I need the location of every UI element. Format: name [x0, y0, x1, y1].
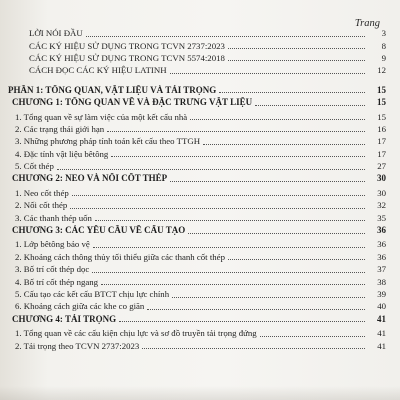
- dot-leader: [228, 48, 365, 49]
- page-curl-shadow: [0, 386, 400, 400]
- toc-entry-title: 2. Khoảng cách thông thủy tối thiểu giữa các thanh cốt thép: [15, 251, 225, 262]
- toc-entry-item[interactable]: [5, 123, 386, 135]
- toc-entry-item[interactable]: [5, 135, 386, 147]
- toc-entry-title: CHƯƠNG 1: TỔNG QUAN VỀ VÀ ĐẶC TRƯNG VẬT LIỆU: [12, 97, 253, 108]
- dot-leader: [190, 119, 365, 120]
- dot-leader: [93, 247, 365, 248]
- toc-entry-page: 30: [377, 187, 386, 198]
- spacer: [5, 77, 386, 84]
- dot-leader: [260, 336, 365, 337]
- toc-entry-title: PHẦN 1: TỔNG QUAN, VẬT LIỆU VÀ TẢI TRỌNG: [8, 84, 217, 95]
- dot-leader: [147, 309, 365, 310]
- dot-leader: [188, 233, 365, 234]
- toc-entry-page: 41: [377, 340, 386, 351]
- toc-entry-chapter-2[interactable]: [5, 172, 386, 184]
- toc-entry-page: 17: [377, 136, 386, 147]
- toc-entry-title: 3. Các thanh thép uốn: [15, 212, 92, 223]
- toc-entry-title: 1. Lớp bêtông bảo vệ: [15, 239, 90, 250]
- toc-entry-item[interactable]: [5, 199, 386, 211]
- page-column-label: Trang: [354, 18, 380, 29]
- dot-leader: [92, 272, 365, 273]
- dot-leader: [72, 195, 365, 196]
- toc-entry-page: 15: [377, 97, 386, 108]
- toc-entry-page: 36: [377, 251, 386, 262]
- toc-entry-page: 16: [377, 123, 386, 134]
- toc-entry-page: 27: [377, 161, 386, 172]
- dot-leader: [170, 181, 365, 182]
- toc-entry-page: 36: [377, 225, 386, 236]
- toc-entry-chapter-1[interactable]: [5, 96, 386, 108]
- dot-leader: [203, 144, 365, 145]
- toc-entry-title: 2. Nối cốt thép: [15, 200, 68, 211]
- toc-entry-title: 4. Đặc tính vật liệu bêtông: [15, 148, 109, 159]
- dot-leader: [70, 208, 365, 209]
- toc-entry-page: 15: [377, 84, 386, 95]
- bleed-through-text: [200, 0, 350, 12]
- dot-leader: [228, 60, 365, 61]
- toc-entry-title: 2. Tải trọng theo TCVN 2737:2023: [15, 340, 140, 351]
- dot-leader: [170, 73, 365, 74]
- toc-entry-item[interactable]: [5, 288, 386, 300]
- toc-entry-title: 5. Cấu tạo các kết cấu BTCT chịu lực chính: [15, 289, 170, 299]
- toc-entry-title: 6. Khoảng cách giữa các khe co giãn: [15, 301, 145, 312]
- toc-entry-title: CHƯƠNG 2: NEO VÀ NỐI CỐT THÉP: [12, 173, 168, 184]
- toc-entry-item[interactable]: [5, 300, 386, 312]
- toc-entry-page: 41: [377, 328, 386, 339]
- dot-leader: [86, 36, 365, 37]
- toc-entry-page: 9: [381, 52, 386, 63]
- toc-entry-title: 2. Các trạng thái giới hạn: [15, 123, 105, 134]
- toc-entry-title: CHƯƠNG 4: TẢI TRỌNG: [12, 313, 117, 324]
- dot-leader: [107, 131, 365, 132]
- toc-entry-item[interactable]: [5, 110, 386, 122]
- toc-entry-item[interactable]: [5, 339, 386, 351]
- toc-entry-title: 3. Bố trí cốt thép dọc: [15, 264, 90, 275]
- dot-leader: [101, 284, 365, 285]
- toc-entry-chapter-4[interactable]: [5, 313, 386, 325]
- dot-leader: [172, 297, 365, 298]
- toc-entry-item[interactable]: [5, 327, 386, 339]
- dot-leader: [142, 348, 365, 349]
- dot-leader: [219, 92, 365, 93]
- toc-entry-item[interactable]: [5, 160, 386, 172]
- dot-leader: [228, 259, 365, 260]
- toc-entry-item[interactable]: [5, 148, 386, 160]
- toc-entry-front-matter[interactable]: [5, 52, 386, 64]
- toc-entry-title: CÁC KÝ HIỆU SỬ DỤNG TRONG TCVN 5574:2018: [29, 52, 225, 63]
- toc-entry-page: 32: [377, 200, 386, 211]
- toc-entry-page: 40: [377, 301, 386, 312]
- toc-entry-item[interactable]: [5, 211, 386, 223]
- toc-entry-title: CÁCH ĐỌC CÁC KÝ HIỆU LATINH: [29, 65, 167, 76]
- toc-entry-chapter-3[interactable]: [5, 224, 386, 236]
- toc-entry-part-1[interactable]: [5, 84, 386, 96]
- table-of-contents: [5, 27, 386, 352]
- toc-entry-page: 3: [381, 28, 386, 39]
- toc-entry-front-matter[interactable]: [5, 64, 386, 76]
- dot-leader: [119, 321, 365, 322]
- toc-entry-title: 5. Cốt thép: [15, 161, 54, 172]
- toc-entry-title: 1. Tổng quan về sự làm việc của một kết cấu nhà: [15, 111, 188, 122]
- toc-entry-title: 3. Những phương pháp tính toán kết cấu theo TTGH: [15, 136, 201, 147]
- toc-entry-page: 37: [377, 264, 386, 275]
- toc-entry-page: 30: [377, 173, 386, 184]
- toc-entry-item[interactable]: [5, 251, 386, 263]
- toc-entry-page: 38: [377, 276, 386, 287]
- toc-entry-page: 41: [377, 313, 386, 324]
- toc-entry-page: 36: [377, 239, 386, 250]
- toc-entry-item[interactable]: [5, 187, 386, 199]
- toc-entry-item[interactable]: [5, 275, 386, 287]
- toc-entry-item[interactable]: [5, 238, 386, 250]
- toc-entry-title: 1. Tổng quan về các cấu kiện chịu lực và sơ đồ truyền tải trọng đứng: [15, 328, 257, 339]
- toc-entry-title: CHƯƠNG 3: CÁC YÊU CẦU VỀ CẤU TẠO: [12, 225, 186, 236]
- toc-entry-front-matter[interactable]: [5, 27, 386, 39]
- toc-entry-page: 8: [381, 40, 386, 51]
- toc-entry-title: 4. Bố trí cốt thép ngang: [15, 276, 99, 287]
- toc-entry-page: 12: [377, 65, 386, 76]
- dot-leader: [255, 105, 365, 106]
- toc-entry-title: LỜI NÓI ĐẦU: [29, 28, 83, 39]
- toc-entry-page: 15: [377, 111, 386, 122]
- toc-entry-page: 39: [377, 289, 386, 299]
- toc-entry-title: 1. Neo cốt thép: [15, 187, 69, 198]
- toc-entry-front-matter[interactable]: [5, 39, 386, 51]
- toc-entry-page: 17: [377, 148, 386, 159]
- dot-leader: [111, 156, 365, 157]
- toc-entry-title: CÁC KÝ HIỆU SỬ DỤNG TRONG TCVN 2737:2023: [29, 40, 225, 51]
- toc-entry-item[interactable]: [5, 263, 386, 275]
- toc-entry-page: 35: [377, 212, 386, 223]
- dot-leader: [95, 220, 365, 221]
- dot-leader: [57, 169, 365, 170]
